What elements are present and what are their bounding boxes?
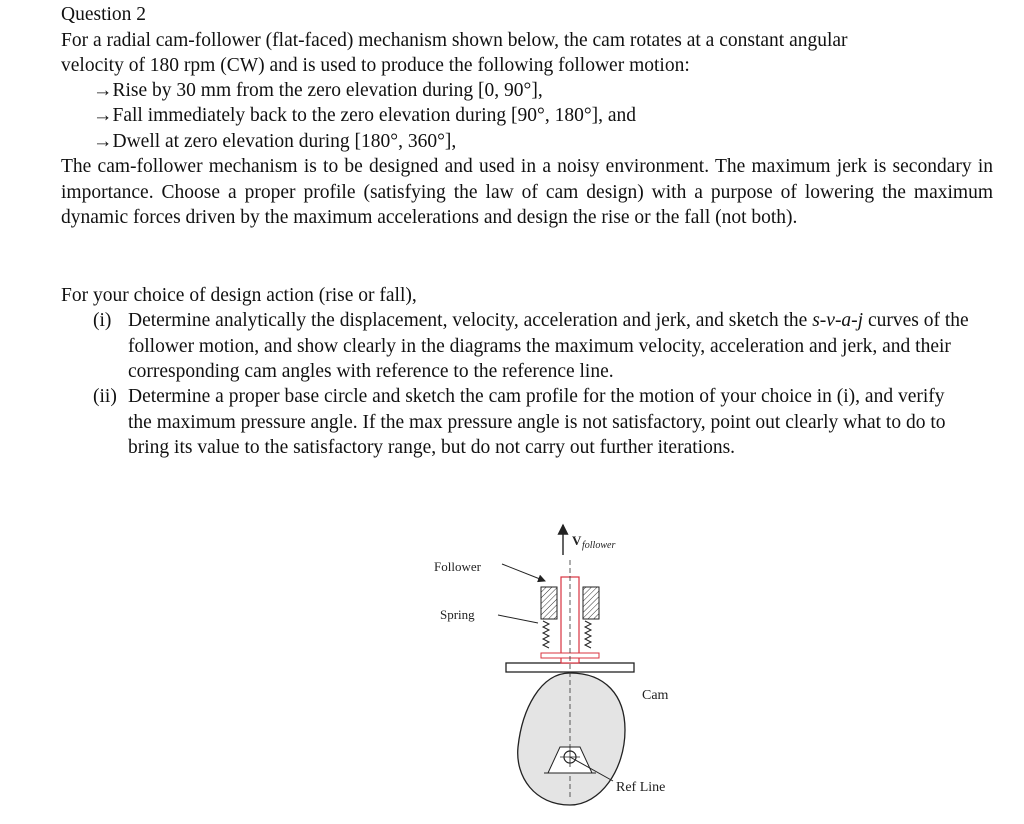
motion-text: Rise by 30 mm from the zero elevation during [0, 90°], <box>112 80 543 101</box>
intro-line-2: velocity of 180 rpm (CW) and is used to produce the following follower motion: <box>61 55 690 76</box>
guide-right <box>583 587 599 619</box>
ref-line-label: Ref Line <box>616 780 666 795</box>
item-number: (ii) <box>93 386 117 407</box>
item-text: Determine analytically the displacement, velocity, acceleration and jerk, and sketch the s-v-a-j curves of the follower motion, and show clearly in the diagrams the maximum velocity, acceleration and jerk, and their corresponding cam angles with reference to the reference line. <box>128 310 969 382</box>
intro-line-1: For a radial cam-follower (flat-faced) mechanism shown below, the cam rotates at a constant angular <box>61 30 848 51</box>
choice-line: For your choice of design action (rise or fall), <box>61 285 417 306</box>
arrow-right-icon: → <box>93 105 113 126</box>
cam-label: Cam <box>642 688 669 703</box>
item-number: (i) <box>93 310 112 331</box>
motion-rise <box>93 78 543 103</box>
velocity-label: V <box>572 533 582 548</box>
motion-text: Dwell at zero elevation during [180°, 360°], <box>112 131 457 152</box>
item-ii <box>93 384 973 461</box>
question-title: Question 2 <box>61 4 147 25</box>
motion-fall <box>93 103 636 128</box>
follower-label: Follower <box>434 559 481 574</box>
guide-left <box>541 587 557 619</box>
spring-left <box>543 621 549 648</box>
design-paragraph: The cam-follower mechanism is to be designed and used in a noisy environment. The maximum jerk is secondary in importance. Choose a proper profile (satisfying the law of cam design) with a purpose of lowering the maximum dynamic forces driven by the maximum accelerations and design the rise or the fall (not both). <box>61 156 993 228</box>
arrow-right-icon: → <box>93 131 113 152</box>
arrow-right-icon: → <box>93 80 113 101</box>
cam-body <box>518 673 625 805</box>
spring-right <box>585 621 591 648</box>
velocity-subscript: follower <box>582 540 616 551</box>
spring-label: Spring <box>440 607 475 622</box>
item-i <box>93 308 973 385</box>
cam-follower-diagram <box>420 515 720 815</box>
motion-text: Fall immediately back to the zero elevation during [90°, 180°], and <box>112 105 637 126</box>
svaj-italic: s-v-a-j <box>812 310 864 331</box>
motion-dwell <box>93 129 456 154</box>
item-text: Determine a proper base circle and sketch the cam profile for the motion of your choice in (i), and verify the maximum pressure angle. If the max pressure angle is not satisfactory, point out clearly what to do to bring its value to the satisfactory range, but do not carry out further iterations. <box>128 386 946 458</box>
